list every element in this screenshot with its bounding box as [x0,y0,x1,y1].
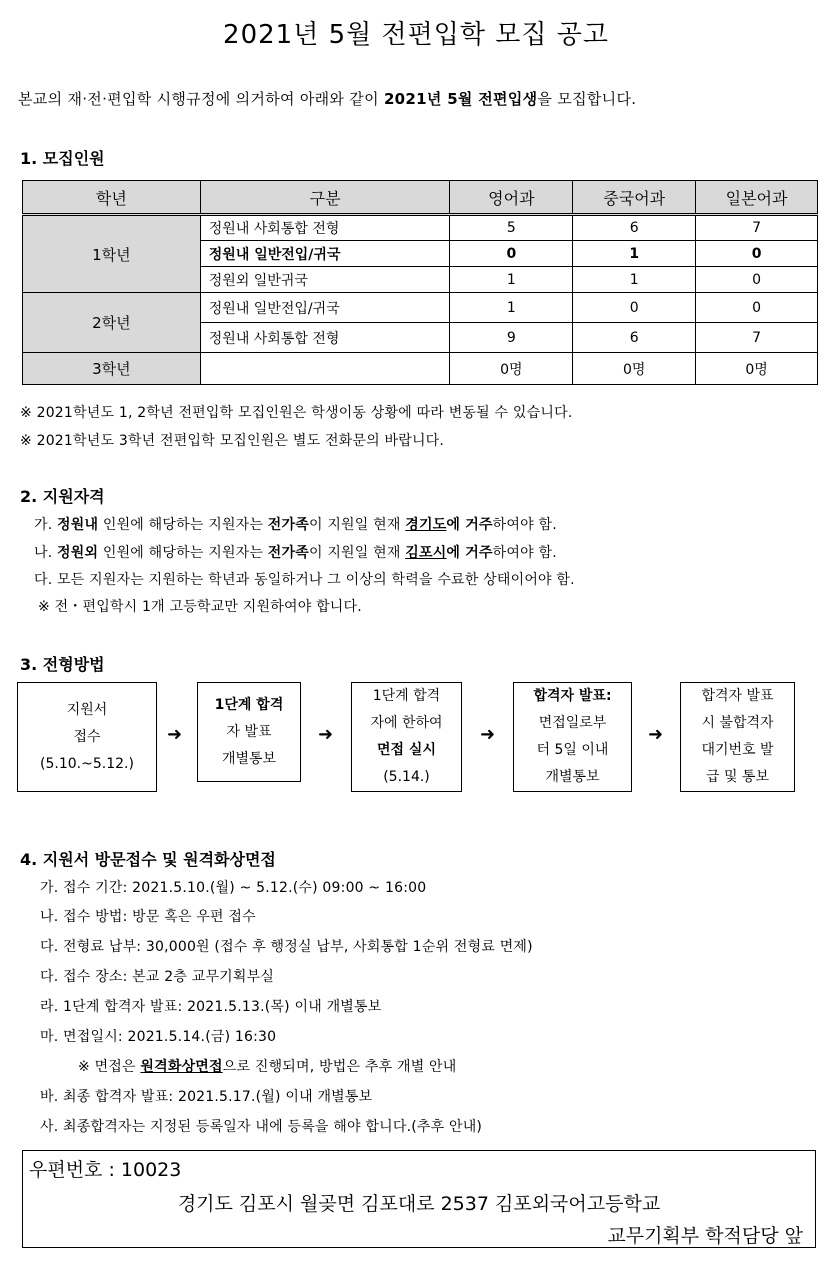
application-item: 다. 접수 장소: 본교 2층 교무기획부실 [40,969,275,985]
type-cell [200,353,450,385]
section3-heading: 3. 전형방법 [20,655,105,674]
type-cell: 정원내 일반전입/귀국 [200,241,450,267]
note-line: ※ 2021학년도 1, 2학년 전편입학 모집인원은 학생이동 상황에 따라 변동될 수 있습니다. [20,405,573,421]
note-line: ※ 면접은 원격화상면접으로 진행되며, 방법은 추후 개별 안내 [78,1059,457,1075]
japanese-cell: 0 [696,293,818,323]
chinese-cell: 6 [573,323,696,353]
address-box [22,1150,816,1248]
note-line: ※ 2021학년도 3학년 전편입학 모집인원은 별도 전화문의 바랍니다. [20,433,445,449]
type-cell: 정원내 일반전입/귀국 [200,293,450,323]
intro-text: 본교의 재·전·편입학 시행규정에 의거하여 아래와 같이 2021년 5월 전편입생을 모집합니다. [18,90,637,108]
arrow-icon: ➜ [318,724,334,745]
arrow-icon: ➜ [167,724,183,745]
section1-heading: 1. 모집인원 [20,149,105,168]
process-step-3: 1단계 합격 자에 한하여 면접 실시 (5.14.) [351,682,462,792]
application-item: 라. 1단계 합격자 발표: 2021.5.13.(목) 이내 개별통보 [40,999,382,1015]
application-item: 바. 최종 합격자 발표: 2021.5.17.(월) 이내 개별통보 [40,1089,373,1105]
japanese-cell: 0 [696,267,818,293]
eligibility-item: 다. 모든 지원자는 지원하는 학년과 동일하거나 그 이상의 학력을 수료한 상태이어야 함. [34,572,575,588]
postal-code: 우편번호 : 10023 [29,1159,182,1181]
type-cell: 정원내 사회통합 전형 [200,323,450,353]
table-row [23,293,818,323]
chinese-cell: 1 [573,267,696,293]
chinese-cell: 0명 [573,353,696,385]
header-english: 영어과 [450,181,573,215]
english-cell: 0 [450,241,573,267]
grade-cell: 1학년 [23,215,201,293]
table-row [23,215,818,241]
recipient-dept: 교무기획부 학적담당 앞 [607,1225,803,1247]
english-cell: 1 [450,293,573,323]
application-item: 다. 전형료 납부: 30,000원 (접수 후 행정실 납부, 사회통합 1순위 전형료 면제) [40,939,533,955]
chinese-cell: 1 [573,241,696,267]
chinese-cell: 0 [573,293,696,323]
application-item: 가. 접수 기간: 2021.5.10.(월) ~ 5.12.(수) 09:00 ~ 16:00 [40,880,427,896]
process-step-1: 지원서 접수 (5.10.~5.12.) [17,682,157,792]
process-step-5: 합격자 발표 시 불합격자 대기번호 발 급 및 통보 [680,682,795,792]
chinese-cell: 6 [573,215,696,241]
eligibility-item: 나. 정원외 인원에 해당하는 지원자는 전가족이 지원일 현재 김포시에 거주하여야 함. [34,545,557,561]
japanese-cell: 7 [696,323,818,353]
english-cell: 5 [450,215,573,241]
grade-cell: 3학년 [23,353,201,385]
section2-heading: 2. 지원자격 [20,487,105,506]
note-line: ※ 전・편입학시 1개 고등학교만 지원하여야 합니다. [38,599,362,615]
application-item: 마. 면접일시: 2021.5.14.(금) 16:30 [40,1029,277,1045]
english-cell: 9 [450,323,573,353]
english-cell: 0명 [450,353,573,385]
japanese-cell: 0명 [696,353,818,385]
process-step-2: 1단계 합격 자 발표 개별통보 [197,682,301,782]
header-japanese: 일본어과 [696,181,818,215]
school-address: 경기도 김포시 월곶면 김포대로 2537 김포외국어고등학교 [177,1193,661,1215]
english-cell: 1 [450,267,573,293]
table-row [23,353,818,385]
application-item: 사. 최종합격자는 지정된 등록일자 내에 등록을 해야 합니다.(추후 안내) [40,1119,483,1135]
header-type: 구분 [200,181,450,215]
table-header-row [23,181,818,215]
type-cell: 정원외 일반귀국 [200,267,450,293]
type-cell: 정원내 사회통합 전형 [200,215,450,241]
eligibility-item: 가. 정원내 인원에 해당하는 지원자는 전가족이 지원일 현재 경기도에 거주하여야 함. [34,517,557,533]
grade-cell: 2학년 [23,293,201,353]
process-step-4: 합격자 발표: 면접일로부 터 5일 이내 개별통보 [513,682,632,792]
section4-heading: 4. 지원서 방문접수 및 원격화상면접 [20,850,276,869]
header-chinese: 중국어과 [573,181,696,215]
japanese-cell: 7 [696,215,818,241]
japanese-cell: 0 [696,241,818,267]
header-grade: 학년 [23,181,201,215]
arrow-icon: ➜ [480,724,496,745]
arrow-icon: ➜ [648,724,664,745]
application-item: 나. 접수 방법: 방문 혹은 우편 접수 [40,909,256,925]
recruitment-table [22,180,818,385]
page-title: 2021년 5월 전편입학 모집 공고 [223,20,609,50]
